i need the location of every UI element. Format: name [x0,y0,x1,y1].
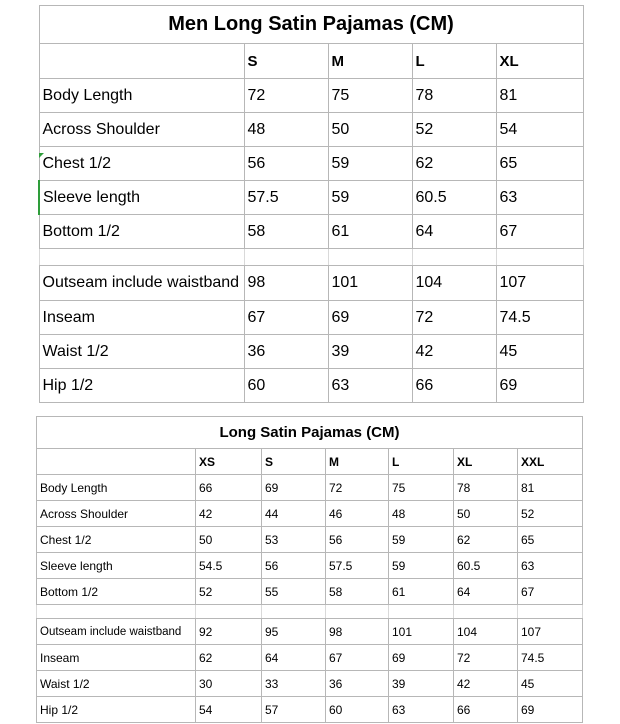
cell-value: 60 [326,697,389,723]
cell-value: 72 [454,645,518,671]
size-header: S [262,449,326,475]
table-row [39,147,583,181]
cell-value: 58 [326,579,389,605]
cell-value: 75 [328,79,412,113]
cell-value: 60.5 [412,181,496,215]
cell-value: 48 [389,501,454,527]
cell-value: 54 [496,113,583,147]
row-label: Hip 1/2 [37,697,196,723]
size-header: L [412,44,496,79]
cell-value: 72 [326,475,389,501]
cell-value: 66 [196,475,262,501]
cell-value: 81 [496,79,583,113]
cell-value: 65 [518,527,583,553]
unisex-table-title: Long Satin Pajamas (CM) [37,417,583,449]
cell-value: 98 [326,619,389,645]
table-row [39,335,583,369]
table-row [37,645,583,671]
cell-value: 72 [244,79,328,113]
row-label: Across Shoulder [39,113,244,147]
blank-header-cell [39,44,244,79]
men-size-chart [38,5,582,407]
cell-value: 56 [262,553,326,579]
row-label: Bottom 1/2 [37,579,196,605]
size-header: XS [196,449,262,475]
cell-value: 56 [244,147,328,181]
cell-comment-marker [39,153,44,158]
cell-value: 64 [454,579,518,605]
size-header: XXL [518,449,583,475]
cell-value: 63 [389,697,454,723]
row-label: Bottom 1/2 [39,215,244,249]
cell-value: 67 [518,579,583,605]
cell-value: 67 [326,645,389,671]
size-header: XL [496,44,583,79]
cell-value: 57.5 [326,553,389,579]
row-label: Inseam [39,301,244,335]
cell-value: 98 [244,266,328,301]
size-header: M [328,44,412,79]
cell-value: 104 [454,619,518,645]
cell-value: 57.5 [244,181,328,215]
unisex-size-table [36,416,583,723]
cell-value: 61 [389,579,454,605]
cell-value: 50 [328,113,412,147]
cell-value: 92 [196,619,262,645]
row-label: Chest 1/2 [37,527,196,553]
row-label: Hip 1/2 [39,369,244,403]
cell-value: 50 [196,527,262,553]
cell-value: 101 [328,266,412,301]
cell-value: 67 [496,215,583,249]
cell-value: 101 [389,619,454,645]
cell-value: 69 [262,475,326,501]
cell-value: 59 [328,181,412,215]
cell-value: 72 [412,301,496,335]
table-row [37,501,583,527]
cell-value: 64 [262,645,326,671]
table-row [37,475,583,501]
size-header: M [326,449,389,475]
cell-value: 62 [196,645,262,671]
spacer-row [37,605,583,619]
cell-value: 57 [262,697,326,723]
cell-value: 39 [328,335,412,369]
cell-value: 45 [496,335,583,369]
cell-value: 44 [262,501,326,527]
cell-value: 36 [326,671,389,697]
cell-value: 63 [518,553,583,579]
cell-value: 42 [196,501,262,527]
cell-value: 107 [496,266,583,301]
row-label: Outseam include waistband [39,266,244,301]
cell-value: 69 [518,697,583,723]
unisex-size-chart [36,416,582,724]
table-row [39,215,583,249]
cell-value: 63 [328,369,412,403]
cell-value: 69 [389,645,454,671]
cell-value: 58 [244,215,328,249]
cell-value: 69 [328,301,412,335]
table-row [39,266,583,301]
row-label: Waist 1/2 [37,671,196,697]
cell-value: 30 [196,671,262,697]
cell-value: 78 [412,79,496,113]
cell-value: 66 [412,369,496,403]
table-row [39,369,583,403]
cell-value: 52 [518,501,583,527]
cell-value: 66 [454,697,518,723]
row-label: Chest 1/2 [39,147,244,181]
row-label: Across Shoulder [37,501,196,527]
cell-value: 65 [496,147,583,181]
cell-value: 78 [454,475,518,501]
cell-value: 59 [389,527,454,553]
cell-value: 33 [262,671,326,697]
cell-value: 62 [454,527,518,553]
cell-value: 42 [412,335,496,369]
table-row [39,113,583,147]
cell-value: 63 [496,181,583,215]
table-row [37,671,583,697]
row-label: Outseam include waistband [37,619,196,645]
cell-value: 59 [328,147,412,181]
cell-value: 64 [412,215,496,249]
row-label: Waist 1/2 [39,335,244,369]
cell-value: 95 [262,619,326,645]
men-size-table [38,5,584,403]
table-row [37,579,583,605]
men-table-title: Men Long Satin Pajamas (CM) [39,6,583,44]
row-label: Body Length [37,475,196,501]
cell-value: 62 [412,147,496,181]
row-label: Sleeve length [39,181,244,215]
cell-value: 53 [262,527,326,553]
cell-value: 42 [454,671,518,697]
table-row [39,181,583,215]
cell-value: 60 [244,369,328,403]
cell-value: 54.5 [196,553,262,579]
table-row [39,301,583,335]
cell-value: 69 [496,369,583,403]
cell-value: 50 [454,501,518,527]
size-header: L [389,449,454,475]
blank-header-cell [37,449,196,475]
cell-value: 59 [389,553,454,579]
table-row [37,619,583,645]
cell-value: 107 [518,619,583,645]
cell-value: 54 [196,697,262,723]
table-row [39,79,583,113]
table-row [37,553,583,579]
cell-value: 52 [196,579,262,605]
spacer-row [39,249,583,266]
size-header-row [37,449,583,475]
cell-value: 74.5 [496,301,583,335]
row-label: Inseam [37,645,196,671]
cell-value: 61 [328,215,412,249]
cell-value: 67 [244,301,328,335]
cell-value: 60.5 [454,553,518,579]
table-row [37,527,583,553]
cell-value: 81 [518,475,583,501]
cell-value: 45 [518,671,583,697]
cell-value: 48 [244,113,328,147]
cell-value: 104 [412,266,496,301]
cell-value: 56 [326,527,389,553]
cell-value: 74.5 [518,645,583,671]
cell-value: 52 [412,113,496,147]
size-header: S [244,44,328,79]
row-label: Body Length [39,79,244,113]
table-row [37,697,583,723]
cell-value: 46 [326,501,389,527]
row-label: Sleeve length [37,553,196,579]
size-header: XL [454,449,518,475]
cell-value: 75 [389,475,454,501]
cell-value: 55 [262,579,326,605]
size-header-row [39,44,583,79]
cell-value: 36 [244,335,328,369]
cell-value: 39 [389,671,454,697]
